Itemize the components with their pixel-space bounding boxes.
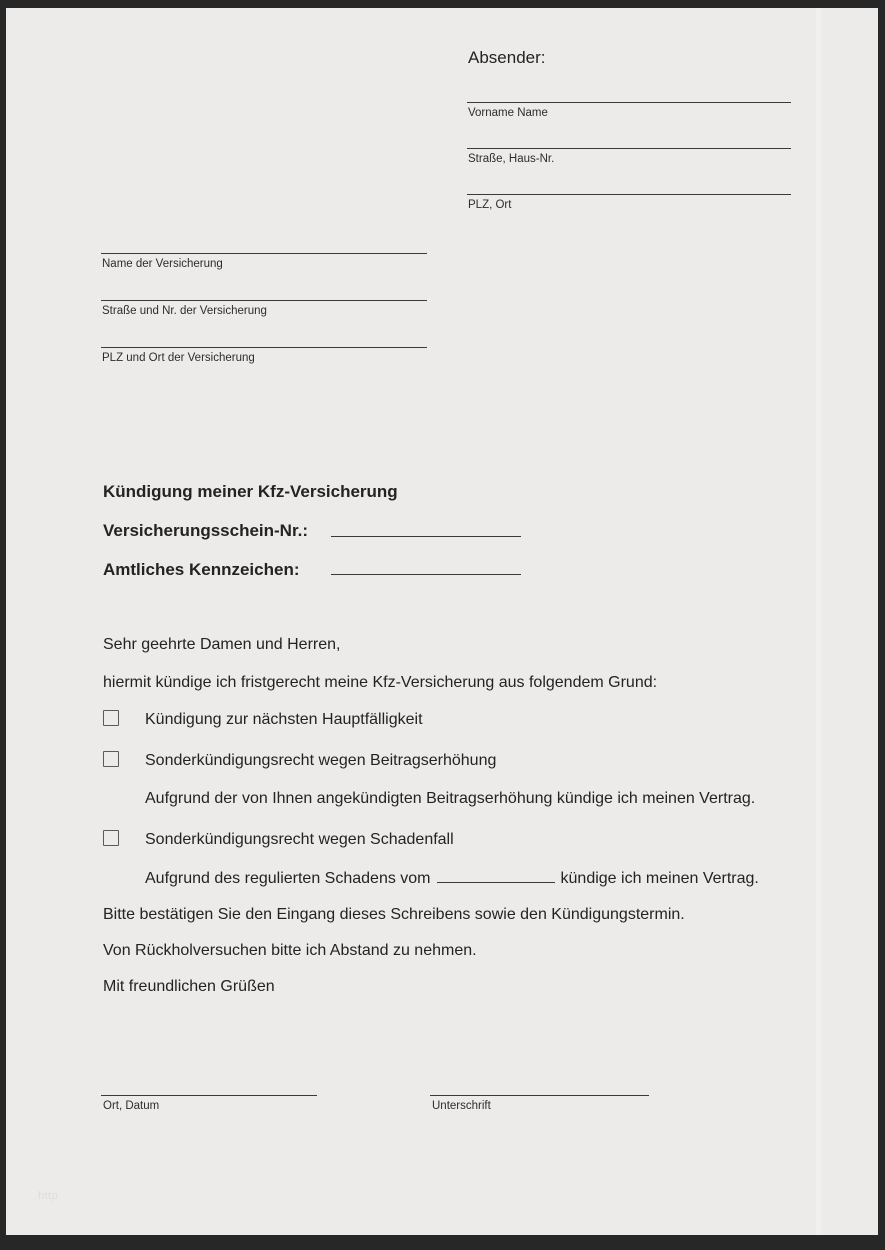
checkbox-hauptfaelligkeit[interactable] — [103, 710, 119, 726]
salutation: Sehr geehrte Damen und Herren, — [103, 636, 341, 653]
license-plate-label: Amtliches Kennzeichen: — [103, 560, 300, 579]
signature-label: Unterschrift — [432, 1100, 491, 1112]
sender-street-line[interactable] — [467, 148, 791, 149]
recipient-street-label: Straße und Nr. der Versicherung — [102, 305, 267, 317]
damage-date-line[interactable] — [437, 869, 555, 883]
recipient-name-line[interactable] — [101, 253, 427, 254]
sender-heading: Absender: — [468, 48, 546, 67]
scan-edge-artifact — [816, 8, 821, 1235]
intro-line: hiermit kündige ich fristgerecht meine Kfz-Versicherung aus folgendem Grund: — [103, 674, 658, 691]
policy-number-label: Versicherungsschein-Nr.: — [103, 521, 309, 540]
recipient-city-label: PLZ und Ort der Versicherung — [102, 352, 255, 364]
checkbox-schadenfall[interactable] — [103, 830, 119, 846]
watermark-text: http — [38, 1190, 59, 1202]
license-plate-line[interactable] — [331, 574, 521, 575]
beitragserhoehung-detail: Aufgrund der von Ihnen angekündigten Beitragserhöhung kündige ich meinen Vertrag. — [145, 790, 756, 807]
reason-beitragserhoehung-label: Sonderkündigungsrecht wegen Beitragserhöhung — [145, 752, 497, 769]
subject-title: Kündigung meiner Kfz-Versicherung — [103, 482, 398, 501]
schadenfall-detail-suffix: kündige ich meinen Vertrag. — [560, 870, 759, 887]
sender-name-label: Vorname Name — [468, 107, 548, 119]
sender-city-label: PLZ, Ort — [468, 199, 512, 211]
sender-city-line[interactable] — [467, 194, 791, 195]
reason-hauptfaelligkeit-label: Kündigung zur nächsten Hauptfälligkeit — [145, 711, 423, 728]
sender-name-line[interactable] — [467, 102, 791, 103]
no-callback-line: Von Rückholversuchen bitte ich Abstand zu nehmen. — [103, 942, 477, 959]
sender-street-label: Straße, Haus-Nr. — [468, 153, 555, 165]
policy-number-line[interactable] — [331, 536, 521, 537]
recipient-city-line[interactable] — [101, 347, 427, 348]
checkbox-beitragserhoehung[interactable] — [103, 751, 119, 767]
confirmation-line: Bitte bestätigen Sie den Eingang dieses Schreibens sowie den Kündigungstermin. — [103, 906, 685, 923]
document-page — [6, 8, 878, 1235]
schadenfall-detail — [145, 869, 759, 888]
closing-line: Mit freundlichen Grüßen — [103, 978, 275, 995]
schadenfall-detail-prefix: Aufgrund des regulierten Schadens vom — [145, 870, 431, 887]
place-date-line[interactable] — [101, 1095, 317, 1096]
recipient-street-line[interactable] — [101, 300, 427, 301]
signature-line[interactable] — [430, 1095, 649, 1096]
reason-schadenfall-label: Sonderkündigungsrecht wegen Schadenfall — [145, 831, 454, 848]
place-date-label: Ort, Datum — [103, 1100, 160, 1112]
recipient-name-label: Name der Versicherung — [102, 258, 223, 270]
